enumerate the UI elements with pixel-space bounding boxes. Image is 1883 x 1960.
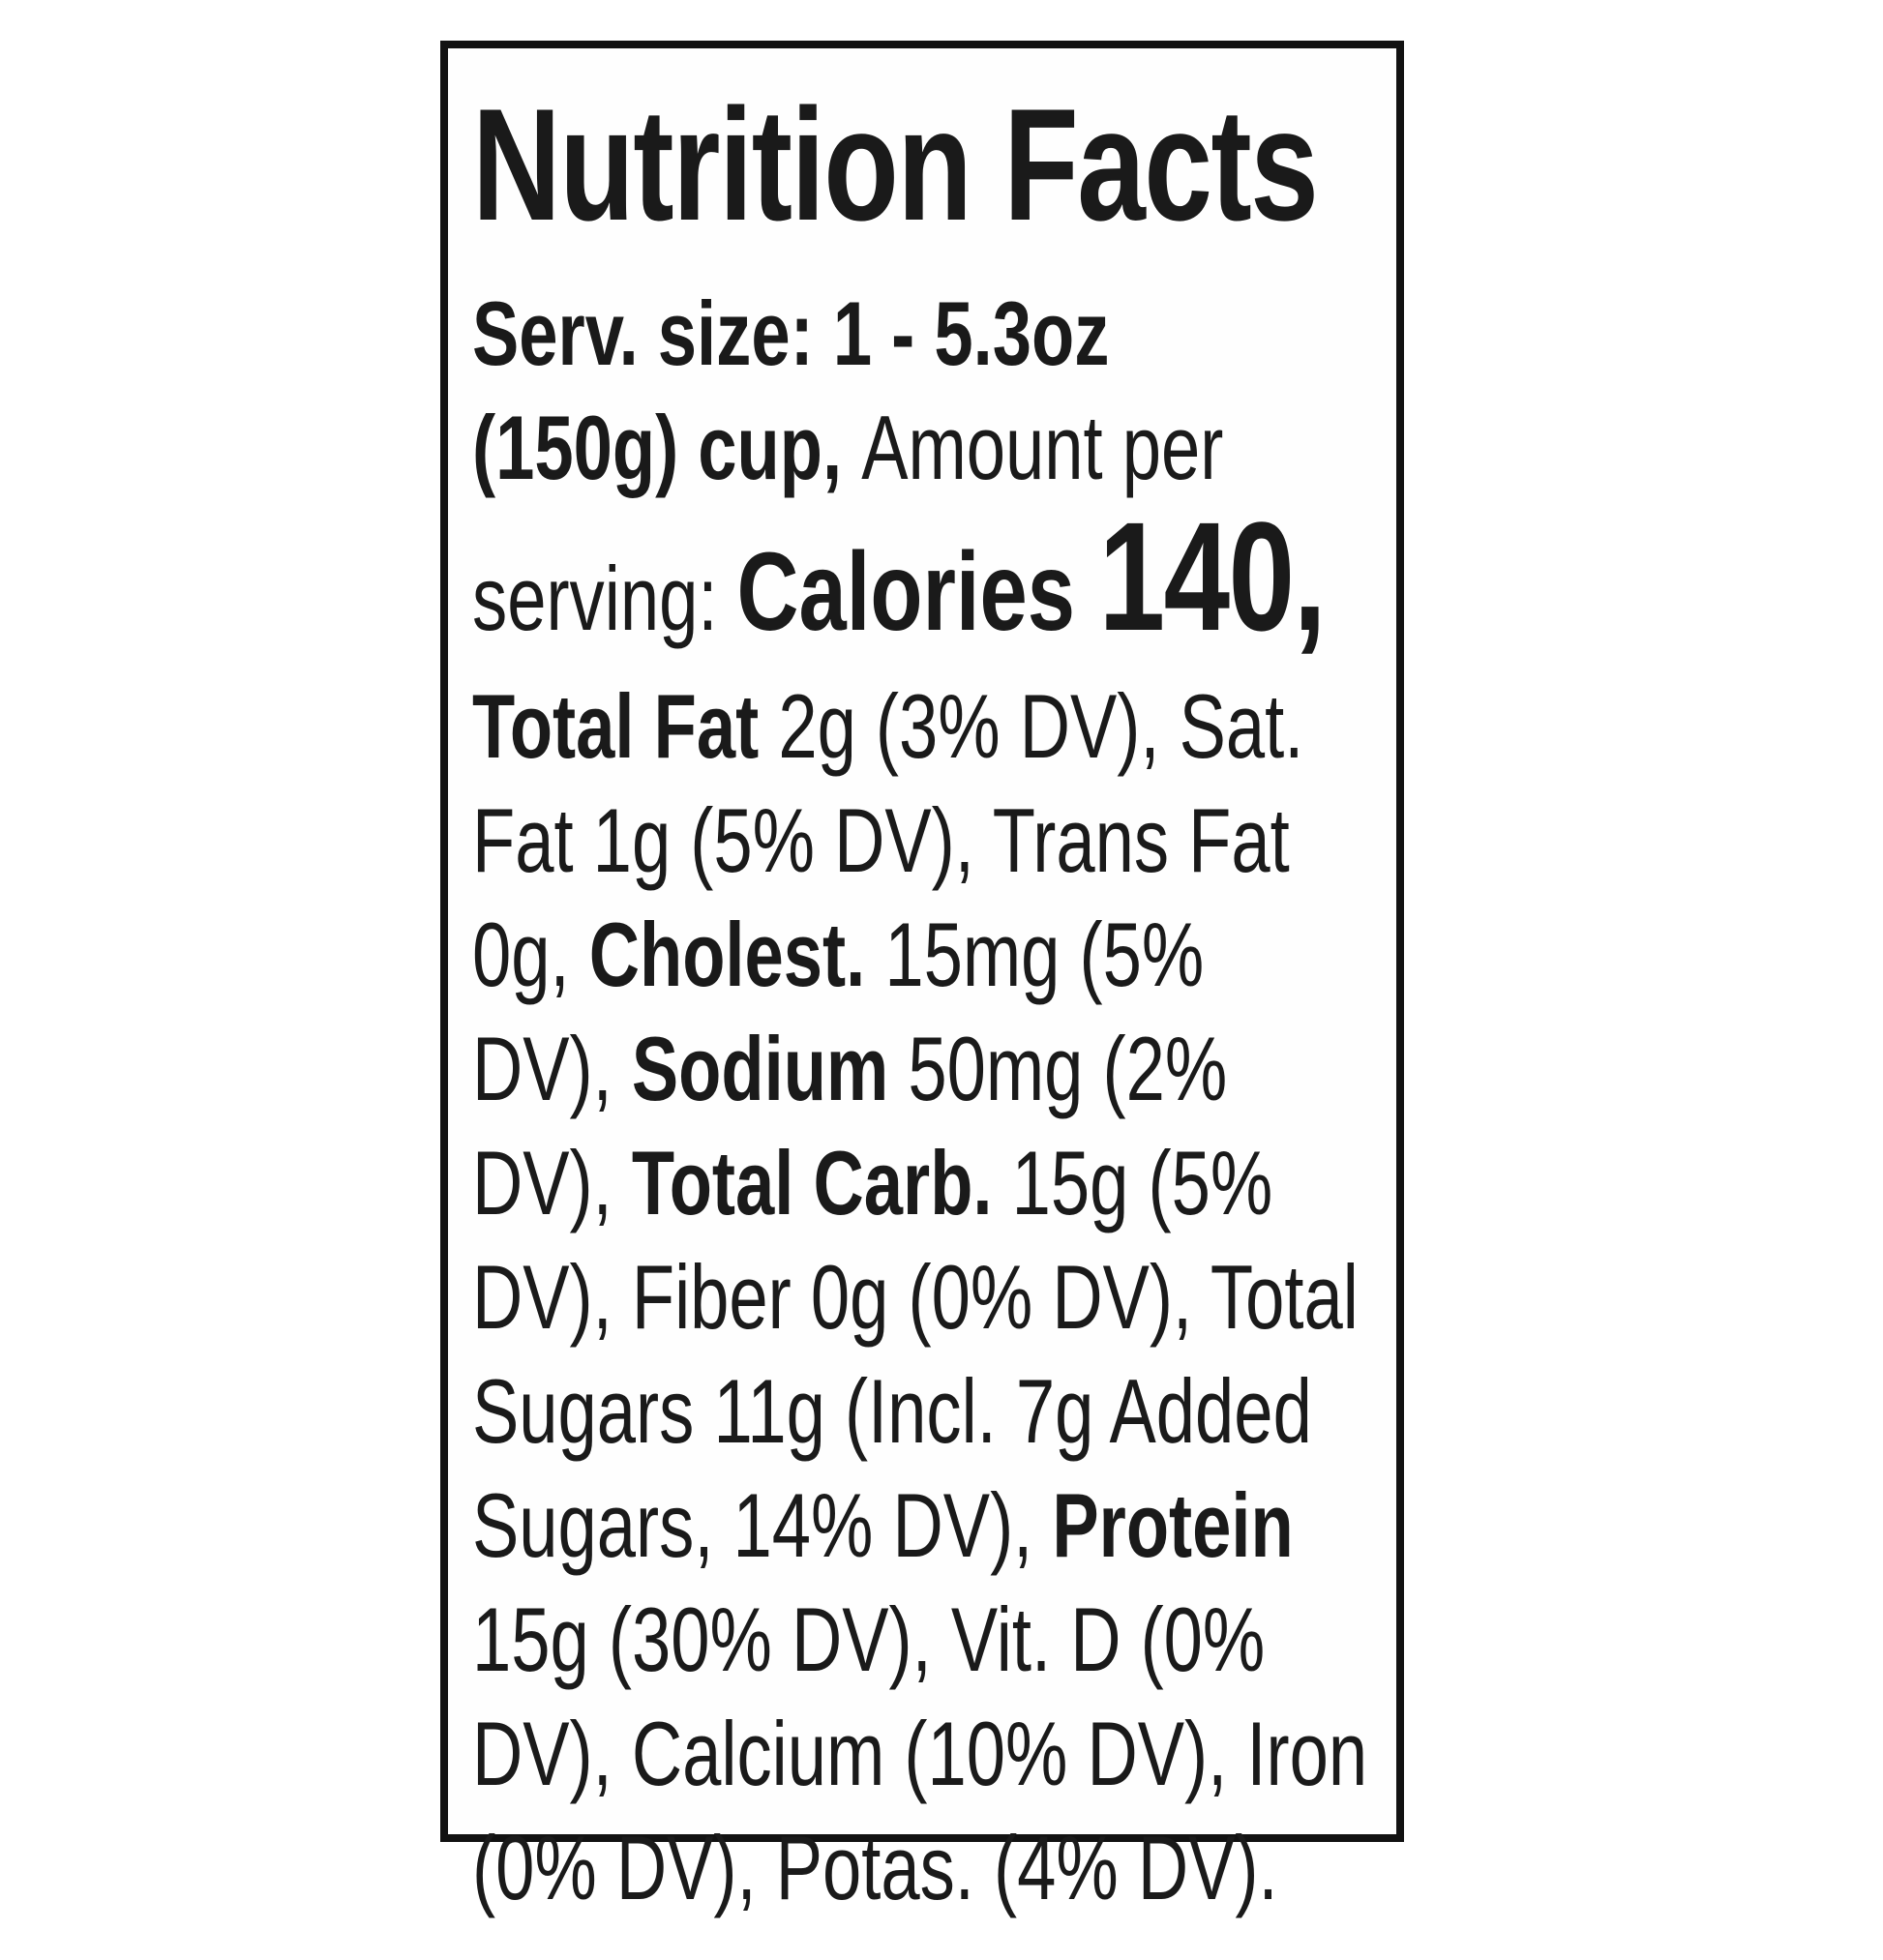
- text-segment: Cholest.: [588, 904, 885, 1005]
- text-segment: (150g) cup,: [472, 397, 862, 498]
- text-segment: DV),: [472, 1132, 632, 1233]
- label-line: [472, 898, 1385, 1012]
- text-segment: (0% DV), Potas. (4% DV).: [472, 1817, 1278, 1918]
- text-segment: 15g (5%: [1011, 1132, 1273, 1233]
- text-segment: Calories: [736, 530, 1099, 654]
- label-line: [472, 1697, 1385, 1811]
- label-line: [472, 1126, 1385, 1240]
- label-line: [472, 1583, 1385, 1697]
- label-line: [472, 277, 1385, 391]
- label-line: [472, 391, 1385, 505]
- label-body: [472, 277, 1385, 1925]
- text-segment: 0g,: [472, 904, 589, 1005]
- label-line: [472, 784, 1385, 898]
- text-segment: 2g (3% DV), Sat.: [778, 675, 1304, 777]
- text-segment: Amount per: [861, 397, 1224, 498]
- text-segment: Protein: [1052, 1474, 1294, 1576]
- nutrition-facts-label: [440, 41, 1404, 1918]
- text-segment: Total Carb.: [631, 1132, 1012, 1233]
- label-line: [472, 1354, 1385, 1469]
- text-segment: Sugars, 14% DV),: [472, 1474, 1053, 1576]
- label-content: [472, 52, 1385, 1960]
- text-segment: Fat 1g (5% DV), Trans Fat: [472, 789, 1290, 891]
- text-segment: Total Fat: [472, 675, 779, 777]
- label-line: [472, 1012, 1385, 1126]
- text-segment: 50mg (2%: [908, 1018, 1228, 1119]
- text-segment: DV),: [472, 1018, 632, 1119]
- label-line: [472, 490, 1385, 669]
- text-segment: DV), Fiber 0g (0% DV), Total: [472, 1246, 1359, 1348]
- text-segment: DV), Calcium (10% DV), Iron: [472, 1703, 1368, 1804]
- label-line: [472, 669, 1385, 784]
- text-segment: Sodium: [631, 1018, 909, 1119]
- text-segment: 15mg (5%: [884, 904, 1205, 1005]
- text-segment: 140,: [1098, 490, 1326, 663]
- label-line: [472, 1240, 1385, 1354]
- text-segment: 15g (30% DV), Vit. D (0%: [472, 1589, 1266, 1690]
- text-segment: Serv. size: 1 - 5.3oz: [472, 282, 1110, 384]
- label-line: [472, 1811, 1385, 1925]
- text-segment: Sugars 11g (Incl. 7g Added: [472, 1360, 1312, 1462]
- text-segment: serving:: [472, 548, 737, 649]
- label-line: [472, 1469, 1385, 1583]
- label-title: Nutrition Facts: [472, 75, 1318, 253]
